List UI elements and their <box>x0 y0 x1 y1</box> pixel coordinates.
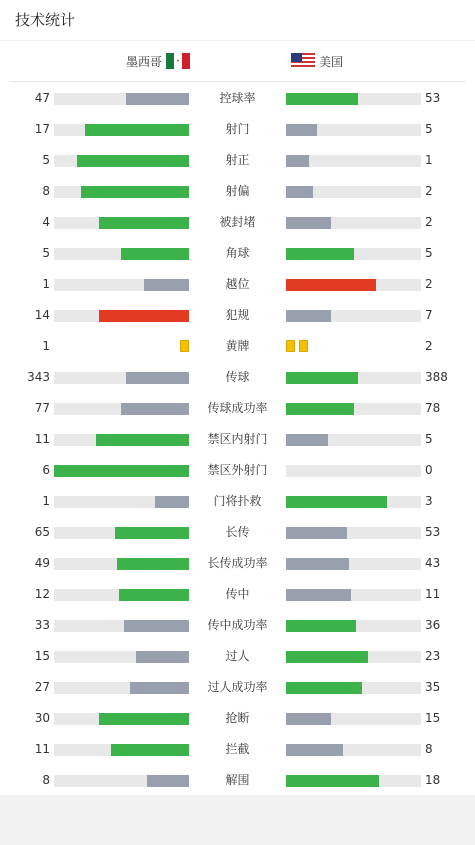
away-bar-fill <box>286 124 317 136</box>
home-bar-fill <box>121 248 189 260</box>
away-value: 15 <box>425 711 441 725</box>
stat-label: 长传 <box>225 525 250 539</box>
stat-label: 传中 <box>225 587 250 601</box>
home-bar-track <box>54 651 189 663</box>
home-bar-track <box>54 434 189 446</box>
stat-label: 传球 <box>225 370 250 384</box>
stat-row <box>0 269 475 300</box>
away-value: 53 <box>425 91 441 105</box>
home-bar-track <box>54 279 189 291</box>
home-bar-fill <box>117 558 189 570</box>
stat-row <box>0 114 475 145</box>
away-value: 11 <box>425 587 441 601</box>
home-bar-fill <box>155 496 189 508</box>
home-bar-fill <box>81 186 189 198</box>
home-bar-fill <box>130 682 189 694</box>
home-bar-track <box>54 744 189 756</box>
stat-label: 传中成功率 <box>207 618 268 632</box>
home-bar-track <box>54 124 189 136</box>
away-value: 3 <box>425 494 433 508</box>
home-value: 1 <box>42 339 50 353</box>
home-bar-track <box>54 527 189 539</box>
stat-label: 抢断 <box>225 711 250 725</box>
home-value: 11 <box>34 742 50 756</box>
away-value: 8 <box>425 742 433 756</box>
home-bar-fill <box>147 775 189 787</box>
home-bar-track <box>54 589 189 601</box>
away-bar-fill <box>286 496 387 508</box>
home-bar-fill <box>115 527 189 539</box>
home-value: 11 <box>34 432 50 446</box>
home-bar-track <box>54 310 189 322</box>
away-bar-fill <box>286 248 354 260</box>
stat-label: 禁区内射门 <box>207 432 268 446</box>
home-value: 343 <box>27 370 50 384</box>
away-bar-fill <box>286 589 351 601</box>
stat-row <box>0 238 475 269</box>
stat-label: 拦截 <box>225 742 250 756</box>
stat-row <box>0 145 475 176</box>
home-bar-track <box>54 155 189 167</box>
away-bar-fill <box>286 403 354 415</box>
away-bar-track <box>286 93 421 105</box>
stat-label: 射正 <box>225 153 250 167</box>
stat-row <box>0 672 475 703</box>
stat-label: 被封堵 <box>219 215 256 229</box>
away-bar-fill <box>286 620 356 632</box>
home-bar-track <box>54 682 189 694</box>
away-bar-track <box>286 496 421 508</box>
stat-row <box>0 393 475 424</box>
home-bar-fill <box>136 651 189 663</box>
stat-label: 过人 <box>225 649 250 663</box>
away-bar-track <box>286 434 421 446</box>
mexico-flag-icon: • <box>166 53 190 69</box>
home-value: 49 <box>34 556 50 570</box>
away-bar-fill <box>286 434 328 446</box>
home-bar-track <box>54 372 189 384</box>
stat-row <box>0 734 475 765</box>
stat-row <box>0 362 475 393</box>
away-bar-fill <box>286 651 368 663</box>
home-value: 8 <box>42 184 50 198</box>
home-bar-fill <box>111 744 189 756</box>
home-value: 12 <box>34 587 50 601</box>
home-value: 15 <box>34 649 50 663</box>
away-bar-track <box>286 186 421 198</box>
stat-row <box>0 176 475 207</box>
away-bar-track <box>286 372 421 384</box>
home-bar-track <box>54 465 189 477</box>
away-team <box>291 41 343 81</box>
home-value: 27 <box>34 680 50 694</box>
stat-row <box>0 207 475 238</box>
away-bar-track <box>286 155 421 167</box>
away-bar-fill <box>286 372 358 384</box>
away-bar-track <box>286 589 421 601</box>
away-bar-track <box>286 775 421 787</box>
away-bar-track <box>286 558 421 570</box>
stat-label: 过人成功率 <box>207 680 268 694</box>
home-bar-track <box>54 217 189 229</box>
away-bar-fill <box>286 527 347 539</box>
away-bar-fill <box>286 155 309 167</box>
away-bar-fill <box>286 93 358 105</box>
home-bar-fill <box>96 434 189 446</box>
home-bar-track <box>54 93 189 105</box>
yellow-card-icon <box>180 340 189 352</box>
home-bar-fill <box>119 589 189 601</box>
stat-label: 射门 <box>225 122 250 136</box>
away-bar-fill <box>286 682 362 694</box>
away-bar-track <box>286 713 421 725</box>
away-bar-track <box>286 310 421 322</box>
stat-label: 犯规 <box>225 308 250 322</box>
home-bar-fill <box>126 372 189 384</box>
away-bar-track <box>286 248 421 260</box>
home-bar-fill <box>144 279 189 291</box>
home-bar-track <box>54 620 189 632</box>
stat-row <box>0 424 475 455</box>
away-yellow-cards <box>286 340 308 353</box>
away-bar-track <box>286 620 421 632</box>
away-value: 2 <box>425 339 433 353</box>
away-value: 78 <box>425 401 441 415</box>
away-bar-track <box>286 465 421 477</box>
home-bar-track <box>54 403 189 415</box>
home-value: 65 <box>34 525 50 539</box>
home-bar-track <box>54 713 189 725</box>
stat-row <box>0 455 475 486</box>
home-value: 14 <box>34 308 50 322</box>
yellow-card-icon <box>299 340 308 352</box>
away-value: 23 <box>425 649 441 663</box>
stat-label: 黄牌 <box>225 339 250 353</box>
home-value: 77 <box>34 401 50 415</box>
stat-label: 射偏 <box>225 184 250 198</box>
home-team-name: 墨西哥 <box>125 54 162 69</box>
home-bar-track <box>54 248 189 260</box>
away-team-name: 美国 <box>319 54 344 69</box>
away-value: 43 <box>425 556 441 570</box>
page-title: 技术统计 <box>0 0 475 41</box>
home-value: 47 <box>34 91 50 105</box>
stat-row <box>0 765 475 796</box>
away-value: 7 <box>425 308 433 322</box>
away-bar-track <box>286 217 421 229</box>
away-value: 53 <box>425 525 441 539</box>
home-bar-fill <box>99 310 189 322</box>
home-value: 1 <box>42 277 50 291</box>
home-value: 6 <box>42 463 50 477</box>
home-bar-track <box>54 775 189 787</box>
home-value: 17 <box>34 122 50 136</box>
home-bar-fill <box>77 155 189 167</box>
home-bar-track <box>54 496 189 508</box>
away-value: 5 <box>425 122 433 136</box>
stat-row <box>0 703 475 734</box>
stat-label: 门将扑救 <box>213 494 262 508</box>
home-bar-fill <box>124 620 189 632</box>
away-bar-fill <box>286 775 379 787</box>
stat-row <box>0 83 475 114</box>
away-bar-track <box>286 279 421 291</box>
home-bar-fill <box>99 713 189 725</box>
away-bar-track <box>286 124 421 136</box>
away-bar-track <box>286 744 421 756</box>
away-value: 1 <box>425 153 433 167</box>
away-value: 18 <box>425 773 441 787</box>
home-bar-track <box>54 186 189 198</box>
home-value: 33 <box>34 618 50 632</box>
stat-row <box>0 641 475 672</box>
away-bar-track <box>286 527 421 539</box>
home-value: 4 <box>42 215 50 229</box>
away-bar-fill <box>286 310 331 322</box>
stat-row <box>0 486 475 517</box>
usa-flag-icon <box>291 53 315 69</box>
home-value: 5 <box>42 246 50 260</box>
stat-row <box>0 548 475 579</box>
away-value: 2 <box>425 184 433 198</box>
away-value: 35 <box>425 680 441 694</box>
home-yellow-cards <box>180 340 189 353</box>
home-bar-track <box>54 558 189 570</box>
home-bar-fill <box>99 217 189 229</box>
away-value: 2 <box>425 215 433 229</box>
yellow-card-icon <box>286 340 295 352</box>
home-team <box>126 41 190 81</box>
away-bar-track <box>286 682 421 694</box>
stat-label: 解围 <box>225 773 250 787</box>
home-bar-fill <box>54 465 189 477</box>
stat-label: 长传成功率 <box>207 556 268 570</box>
home-value: 30 <box>34 711 50 725</box>
away-bar-track <box>286 651 421 663</box>
stat-row <box>0 517 475 548</box>
away-value: 2 <box>425 277 433 291</box>
away-bar-fill <box>286 217 331 229</box>
home-bar-fill <box>121 403 189 415</box>
stat-row <box>0 331 475 362</box>
home-value: 8 <box>42 773 50 787</box>
stat-label: 角球 <box>225 246 250 260</box>
home-bar-fill <box>126 93 189 105</box>
home-bar-fill <box>85 124 189 136</box>
away-value: 0 <box>425 463 433 477</box>
teams-header <box>10 41 465 82</box>
away-bar-track <box>286 403 421 415</box>
stat-label: 越位 <box>225 277 250 291</box>
away-value: 5 <box>425 246 433 260</box>
away-value: 36 <box>425 618 441 632</box>
away-value: 5 <box>425 432 433 446</box>
away-bar-fill <box>286 713 331 725</box>
stat-row <box>0 610 475 641</box>
away-value: 388 <box>425 370 448 384</box>
away-bar-fill <box>286 186 313 198</box>
stat-label: 禁区外射门 <box>207 463 268 477</box>
stat-row <box>0 579 475 610</box>
away-bar-fill <box>286 558 349 570</box>
away-bar-fill <box>286 744 343 756</box>
home-value: 5 <box>42 153 50 167</box>
stat-label: 传球成功率 <box>207 401 268 415</box>
stat-row <box>0 300 475 331</box>
home-value: 1 <box>42 494 50 508</box>
away-bar-fill <box>286 279 376 291</box>
stat-label: 控球率 <box>219 91 256 105</box>
